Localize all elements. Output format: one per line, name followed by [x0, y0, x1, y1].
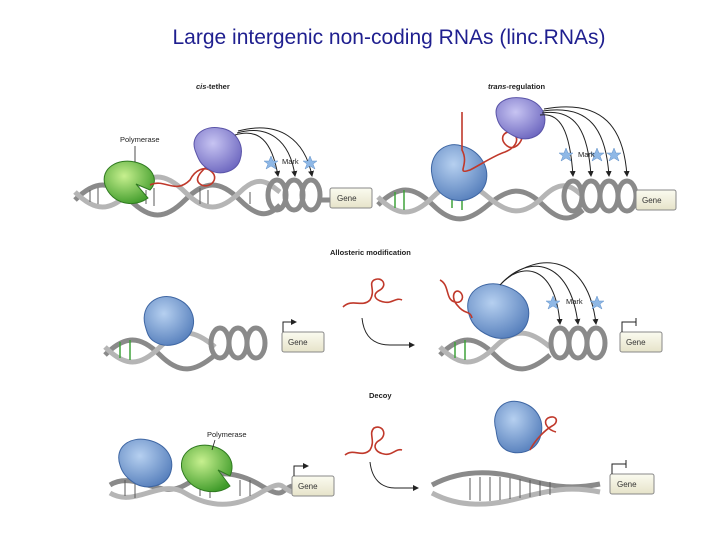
transcription-complex	[431, 145, 486, 201]
targeting-arrows	[235, 128, 312, 176]
decoy-panel	[110, 391, 654, 504]
gene-label-left: Gene	[288, 338, 308, 347]
nucleosome-coils-right	[551, 328, 605, 358]
bound-lincrna	[440, 280, 472, 318]
mark-label: Mark	[282, 157, 299, 166]
gene-label-right: Gene	[617, 480, 637, 489]
slide-title: Large intergenic non-coding RNAs (linc.RNAs)	[172, 26, 606, 49]
chromatin-complex	[144, 297, 193, 346]
nucleosome-coils	[268, 180, 320, 210]
trans-regulation-panel	[378, 82, 676, 219]
free-lincrna	[345, 427, 402, 455]
mark-label: Mark	[578, 150, 595, 159]
polymerase-label: Polymerase	[120, 135, 160, 144]
targeting-arrows	[540, 107, 627, 176]
allosteric-title: Allosteric modification	[330, 248, 411, 257]
gene-label-right: Gene	[626, 338, 646, 347]
chromatin-complex	[468, 284, 529, 339]
gene-label: Gene	[337, 194, 357, 203]
polymerase-label: Polymerase	[207, 430, 247, 439]
mark-label: Mark	[566, 297, 583, 306]
sequestered-factor	[495, 401, 542, 452]
nucleosome-coils	[564, 181, 636, 211]
gene-label-left: Gene	[298, 482, 318, 491]
cis-tether-title: cis-tether	[196, 82, 230, 91]
cis-tether-panel	[75, 82, 372, 215]
chromatin-modifier	[496, 98, 545, 139]
nucleosome-coils-left	[211, 328, 265, 358]
trans-regulation-title: trans-regulation	[488, 82, 546, 91]
free-lincrna	[343, 279, 402, 307]
dna-helix-right	[432, 473, 600, 504]
decoy-title: Decoy	[369, 391, 392, 400]
allosteric-modification-panel	[105, 248, 662, 369]
gene-label: Gene	[642, 196, 662, 205]
dna-helix-right	[440, 333, 550, 369]
transition-arrow	[362, 318, 414, 345]
transition-arrow	[370, 462, 418, 488]
chromatin-modifier	[194, 127, 241, 172]
polymerase	[104, 161, 154, 203]
